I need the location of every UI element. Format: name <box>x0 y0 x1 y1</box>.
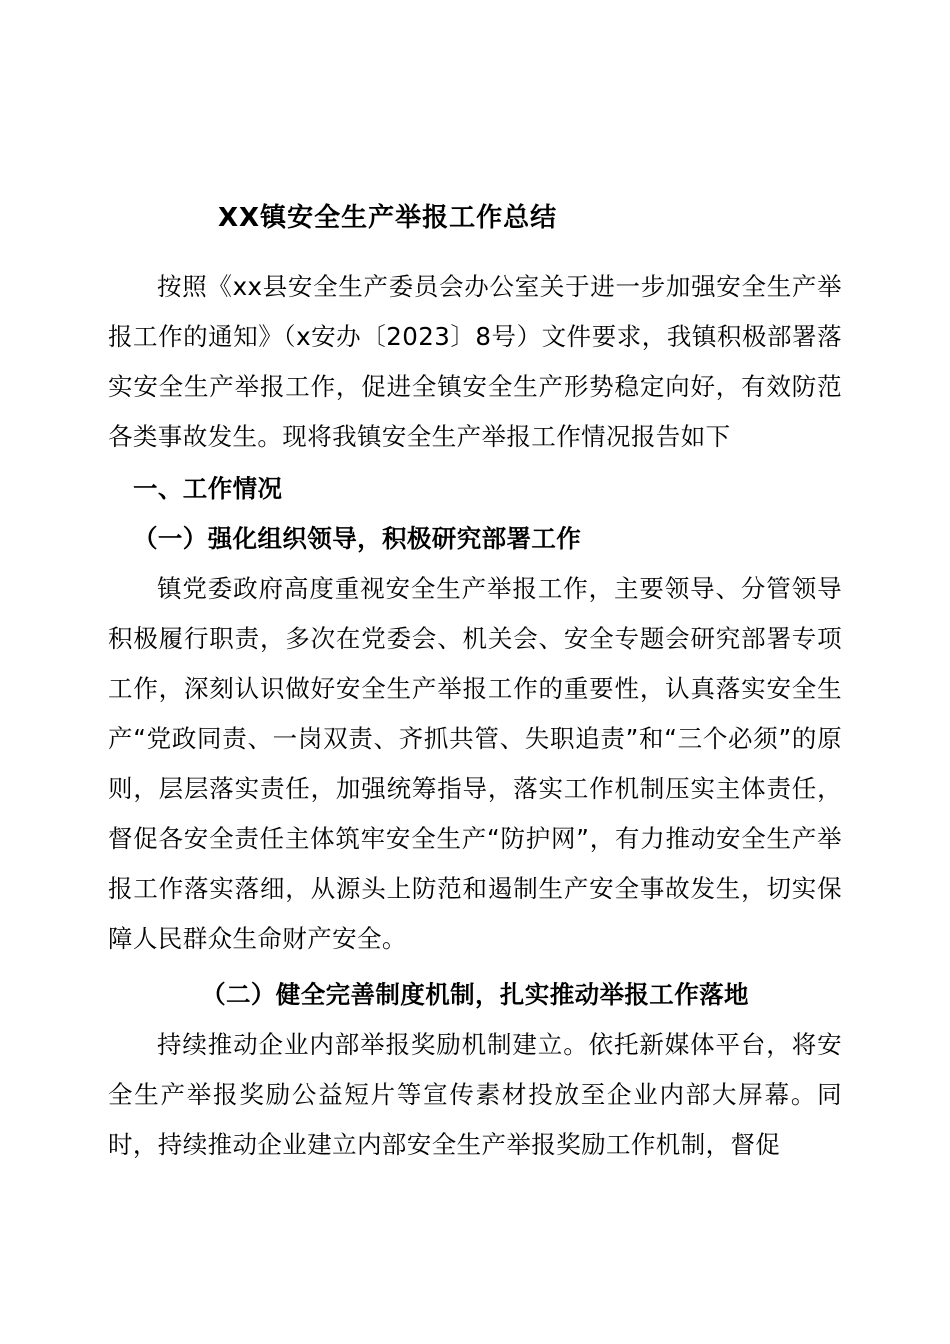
section-heading-1: 一、工作情况 <box>133 474 283 504</box>
subsection-heading-2: （二）健全完善制度机制，扎实推动举报工作落地 <box>201 980 749 1010</box>
page-title: XX镇安全生产举报工作总结 <box>218 203 558 233</box>
paragraph-body-2: 持续推动企业内部举报奖励机制建立。依托新媒体平台，将安全生产举报奖励公益短片等宣传素材投放至企业内部大屏幕。同时，持续推动企业建立内部安全生产举报奖励工作机制，督促 <box>108 1030 842 1160</box>
paragraph-body-1: 镇党委政府高度重视安全生产举报工作，主要领导、分管领导积极履行职责，多次在党委会、机关会、安全专题会研究部署专项工作，深刻认识做好安全生产举报工作的重要性，认真落实安全生产“党政同责、一岗双责、齐抓共管、失职追责”和“三个必须”的原则，层层落实责任，加强统筹指导，落实工作机制压实主体责任，督促各安全责任主体筑牢安全生产“防护网”，有力推动安全生产举报工作落实落细，从源头上防范和遏制生产安全事故发生，切实保障人民群众生命财产安全。 <box>108 574 842 954</box>
paragraph-intro: 按照《xx县安全生产委员会办公室关于进一步加强安全生产举报工作的通知》（x安办〔2023〕8号）文件要求，我镇积极部署落实安全生产举报工作，促进全镇安全生产形势稳定向好，有效防范各类事故发生。现将我镇安全生产举报工作情况报告如下 <box>108 272 842 452</box>
subsection-heading-1: （一）强化组织领导，积极研究部署工作 <box>133 524 582 554</box>
